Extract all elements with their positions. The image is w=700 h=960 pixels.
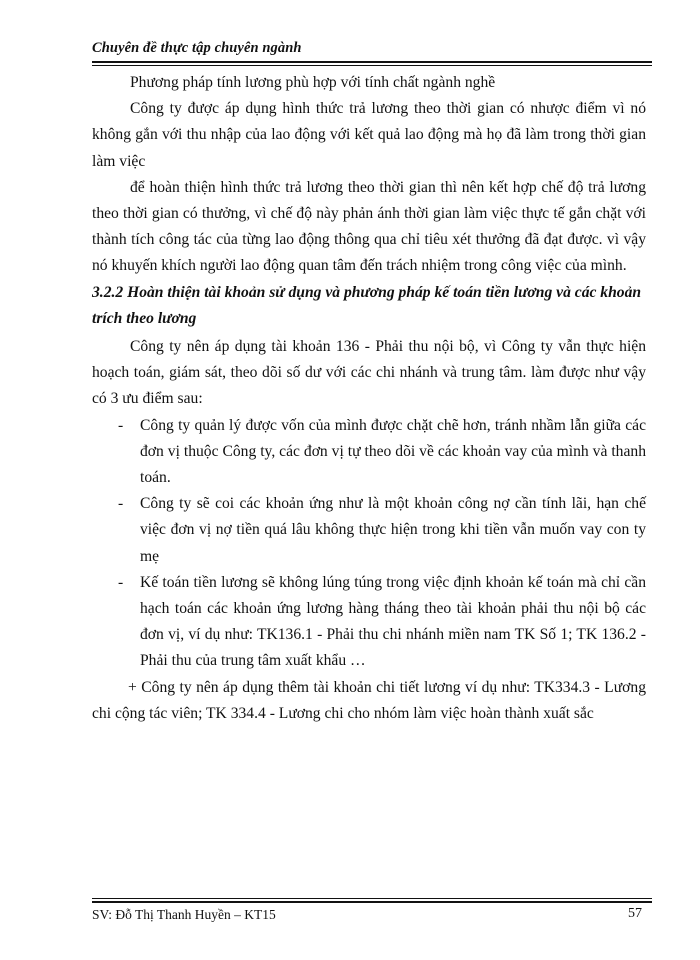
list-item [92,491,646,570]
bullet-text: Công ty quản lý được vốn của mình được chặt chẽ hơn, tránh nhầm lẫn giữa các đơn vị thuộc Công ty, các đơn vị tự theo dõi về các khoản vay của mình và thanh toán. [140,416,646,487]
list-item [92,413,646,492]
bullet-text: Công ty sẽ coi các khoản ứng như là một khoản công nợ cần tính lãi, hạn chế việc đơn vị nợ tiền quá lâu không thực hiện trong khi tiền vẫn muốn vay con ty mẹ [140,495,646,565]
bullet-text: Kế toán tiền lương sẽ không lúng túng trong việc định khoản kế toán mà chỉ cần hạch toán các khoản ứng lương hàng tháng theo tài khoản phải thu nội bộ các đơn vị, ví dụ như: TK136.1 - Phải thu chi nhánh miền nam TK Số 1; TK 136.2 - Phải thu của trung tâm xuất khẩu … [140,573,646,670]
footer-author: SV: Đỗ Thị Thanh Huyền – KT15 [92,907,276,922]
section-heading: 3.2.2 Hoàn thiện tài khoản sử dụng và phương pháp kế toán tiền lương và các khoản trích theo lương [92,283,642,327]
bullet-dash: - [118,416,124,434]
bullet-dash: - [118,573,124,591]
footer-rule-thin [92,898,652,899]
paragraph-account-334: + Công ty nên áp dụng thêm tài khoản chi tiết lương ví dụ như: TK334.3 - Lương chi cộng tác viên; TK 334.4 - Lương chi cho nhóm làm việc hoàn thành xuất sắc [92,678,646,722]
page-number: 57 [628,906,642,921]
footer-rule [92,901,652,903]
paragraph-account-136: Công ty nên áp dụng tài khoản 136 - Phải thu nội bộ, vì Công ty vẫn thực hiện hoạch toán, giám sát, theo dõi số dư với các chi nhánh và trung tâm. làm được như vậy có 3 ưu điểm sau: [92,338,646,408]
bullet-dash: - [118,495,124,513]
paragraph-time-wage-drawback: Công ty được áp dụng hình thức trả lương theo thời gian có nhược điểm vì nó không gắn với thu nhập của lao động với kết quả lao động mà họ đã làm trong thời gian làm việc [92,100,646,170]
header-title: Chuyên đề thực tập chuyên ngành [92,40,302,56]
list-item [92,570,646,675]
paragraph-improvement: để hoàn thiện hình thức trả lương theo thời gian thì nên kết hợp chế độ trả lương theo thời gian có thưởng, vì chế độ này phản ánh thời gian làm việc thực tế gắn chặt với thành tích công tác của từng lao động thông qua chỉ tiêu xét thưởng đã đạt được. vì vậy nó khuyến khích người lao động quan tâm đến trách nhiệm trong công việc của mình. [92,178,646,275]
paragraph-method: Phương pháp tính lương phù hợp với tính chất ngành nghề [130,74,496,91]
page-footer [92,898,652,928]
page-body [92,60,646,727]
